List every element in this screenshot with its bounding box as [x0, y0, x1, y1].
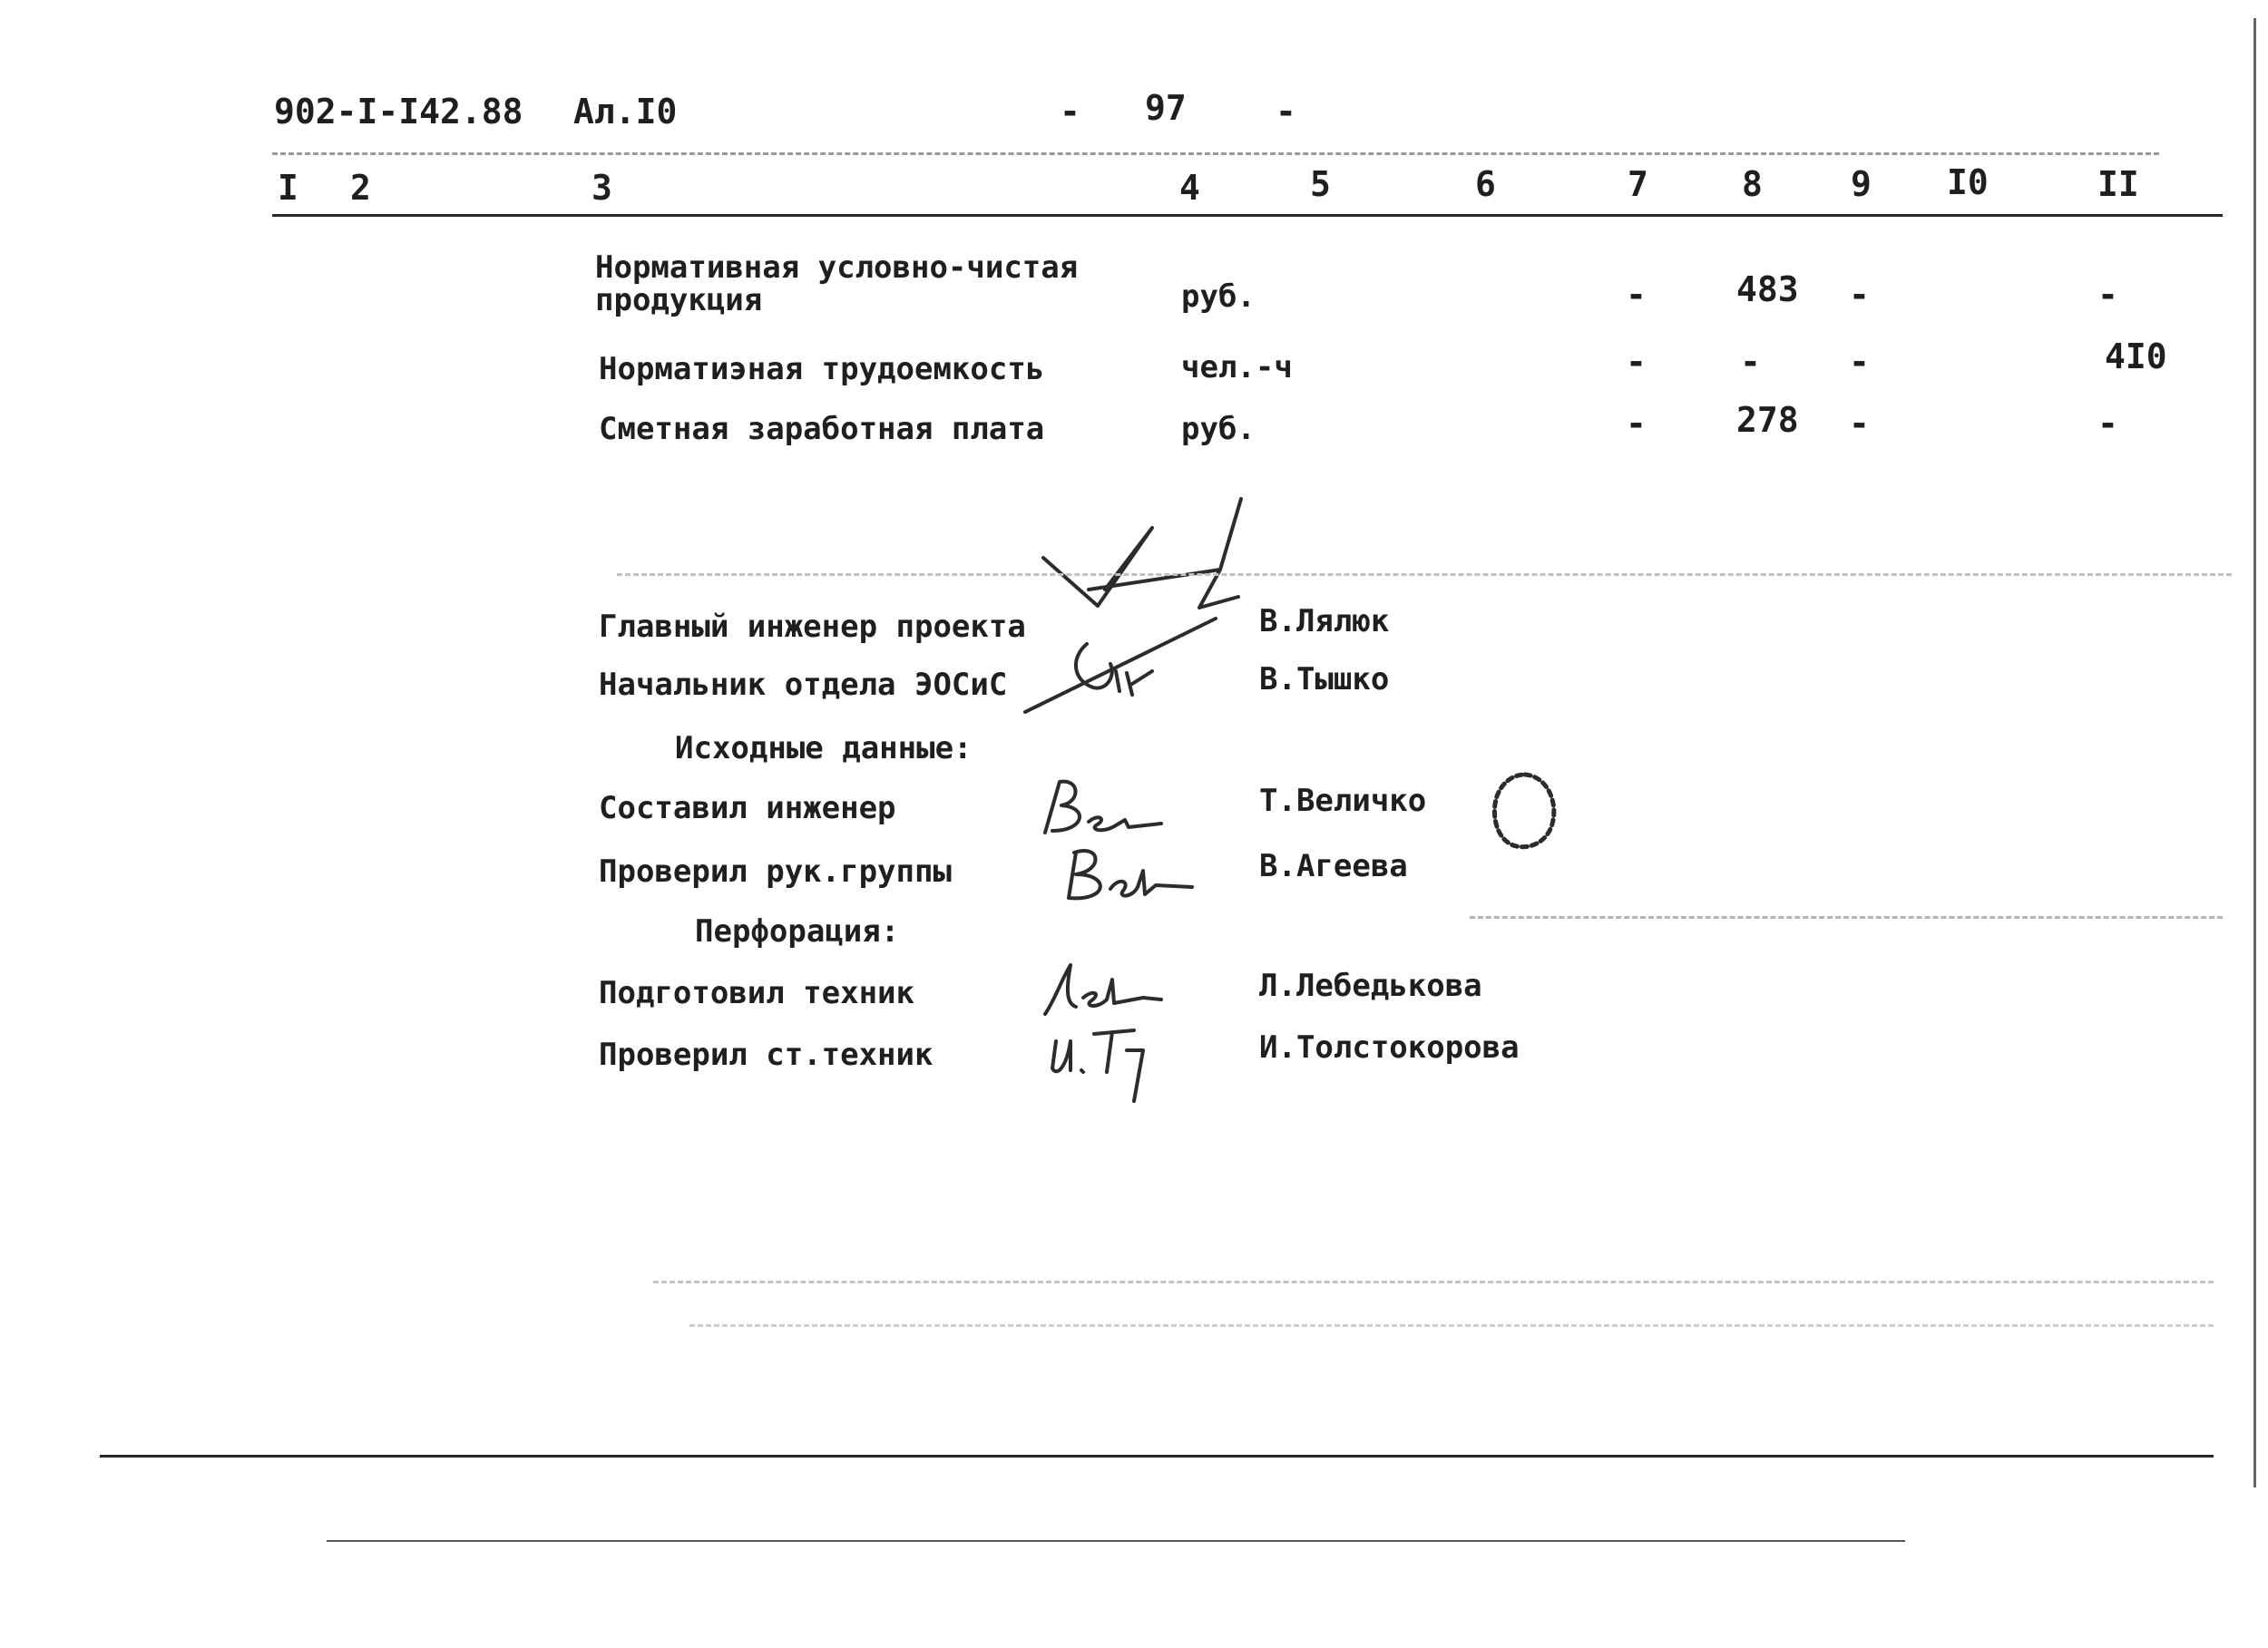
table-row-2-col7: -: [1626, 342, 1647, 382]
checked-tech-name: И.Толстокорова: [1259, 1029, 1520, 1066]
page-number: 97: [1145, 88, 1187, 128]
table-row-3-col8: 278: [1736, 400, 1799, 440]
checked-group-signature: [1056, 834, 1201, 907]
compiled-signature: [1034, 771, 1179, 844]
dept-head-role: Начальник отдела ЭОСиС: [599, 667, 1008, 703]
stamp-circle: [1484, 767, 1566, 858]
table-row-1-col9: -: [1849, 275, 1870, 315]
lower-dashed-rule-2: [689, 1324, 2214, 1327]
column-header-11: II: [2097, 164, 2139, 204]
column-header-8: 8: [1742, 164, 1763, 204]
prepared-name: Л.Лебедькова: [1259, 968, 1482, 1004]
sig-area-dashed-rule-1: [617, 573, 2232, 576]
column-header-10: I0: [1947, 162, 1989, 202]
header-top-rule: [272, 152, 2159, 155]
checked-tech-signature: [1043, 1014, 1170, 1105]
column-header-9: 9: [1851, 164, 1872, 204]
album-number: Ал.I0: [573, 92, 678, 132]
page-bottom-rule: [100, 1455, 2214, 1458]
column-header-2: 2: [350, 168, 371, 208]
document-code: 902-I-I42.88: [274, 92, 523, 132]
table-row-3-name: Сметная заработная плата: [599, 411, 1045, 447]
prepared-role: Подготовил техник: [599, 975, 914, 1011]
checked-tech-role: Проверил ст.техник: [599, 1037, 934, 1073]
table-row-3-col9: -: [1849, 404, 1870, 444]
lower-dashed-rule-1: [653, 1281, 2214, 1283]
table-row-1-name-line2: продукция: [595, 282, 763, 318]
table-row-3-unit: руб.: [1181, 411, 1256, 447]
column-header-1: I: [278, 168, 298, 208]
table-row-2-col8: -: [1740, 342, 1761, 382]
table-row-3-col11: -: [2097, 404, 2118, 444]
page-dash-right: -: [1276, 92, 1296, 132]
checked-group-role: Проверил рук.группы: [599, 853, 952, 890]
column-header-5: 5: [1310, 164, 1331, 204]
table-row-2-col9: -: [1849, 342, 1870, 382]
dept-head-name: В.Тышко: [1259, 661, 1390, 697]
column-header-6: 6: [1475, 164, 1496, 204]
table-row-1-col11: -: [2097, 275, 2118, 315]
page-footer-rule: [327, 1540, 1905, 1542]
page-dash-left: -: [1060, 92, 1080, 132]
table-row-2-col11: 4I0: [2105, 336, 2167, 376]
table-row-3-col7: -: [1626, 404, 1647, 444]
perforation-heading: Перфорация:: [695, 913, 900, 950]
table-row-2-name: Норматиэная трудоемкость: [599, 351, 1045, 387]
column-header-3: 3: [591, 168, 612, 208]
table-row-1-unit: руб.: [1181, 278, 1256, 315]
chief-engineer-role: Главный инженер проекта: [599, 609, 1026, 645]
dept-head-signature: [1016, 608, 1234, 726]
source-data-heading: Исходные данные:: [675, 730, 973, 766]
table-row-2-unit: чел.-ч: [1181, 349, 1293, 385]
compiled-role: Составил инженер: [599, 790, 896, 826]
chief-engineer-name: В.Лялюк: [1259, 603, 1390, 639]
checked-group-name: В.Агеева: [1259, 848, 1408, 884]
sig-area-dashed-rule-2: [1470, 916, 2223, 919]
table-row-1-name-line1: Нормативная условно-чистая: [595, 249, 1079, 286]
table-row-1-col8: 483: [1736, 269, 1799, 309]
column-header-4: 4: [1179, 168, 1200, 208]
compiled-name: Т.Величко: [1259, 783, 1427, 819]
table-row-1-col7: -: [1626, 275, 1647, 315]
column-header-7: 7: [1628, 164, 1648, 204]
right-frame-line: [2253, 18, 2256, 1487]
header-bottom-rule: [272, 214, 2223, 217]
